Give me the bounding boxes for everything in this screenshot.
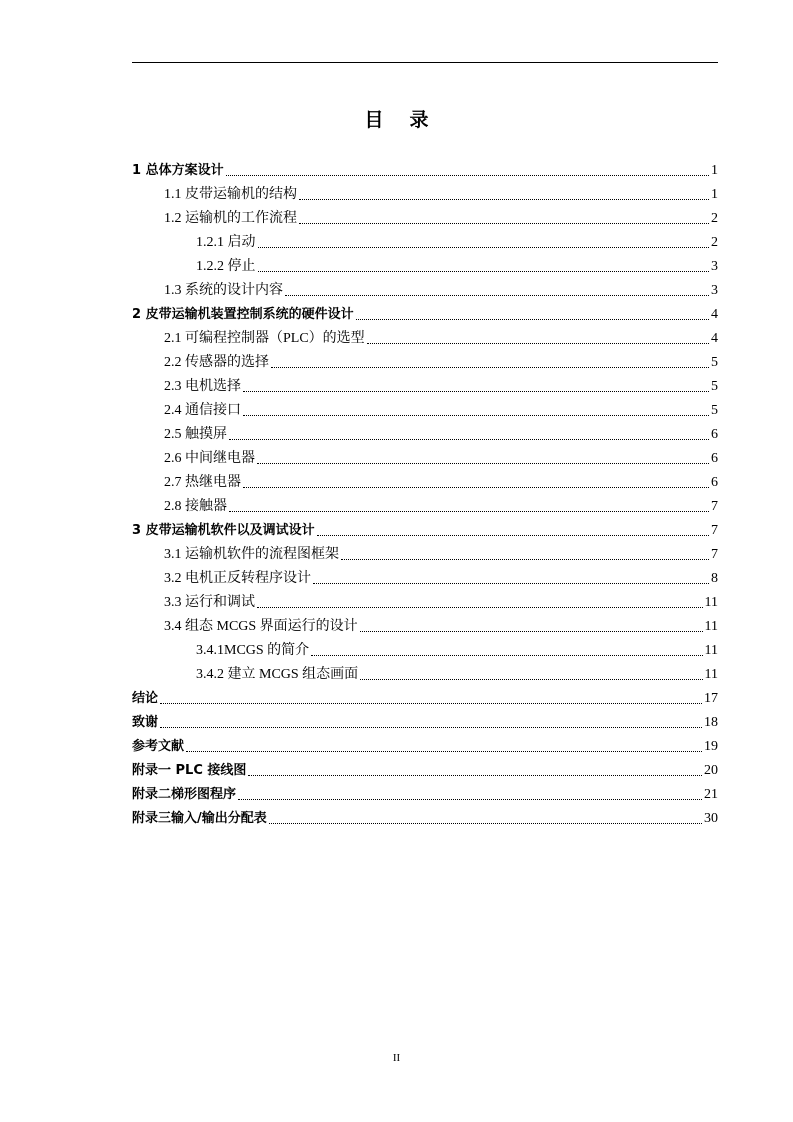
toc-dot-leader	[299, 199, 709, 200]
toc-entry-title: 3.3 运行和调试	[164, 595, 255, 610]
toc-entry-title: 附录二梯形图程序	[132, 787, 237, 802]
toc-dot-leader	[356, 319, 709, 320]
toc-entry-title: 2.5 触摸屏	[164, 427, 227, 442]
toc-dot-leader	[311, 655, 702, 656]
toc-entry-page: 2	[711, 235, 718, 250]
toc-dot-leader	[229, 439, 709, 440]
toc-entry[interactable]	[132, 565, 718, 589]
toc-entry-page: 18	[704, 715, 718, 730]
toc-entry-page: 3	[711, 259, 718, 274]
toc-entry-page: 6	[711, 475, 718, 490]
toc-entry-title: 3.1 运输机软件的流程图框架	[164, 547, 339, 562]
toc-entry-title: 2.7 热继电器	[164, 475, 241, 490]
toc-entry[interactable]	[132, 589, 718, 613]
toc-entry[interactable]	[132, 685, 718, 709]
toc-entry-page: 5	[711, 355, 718, 370]
toc-entry-title: 1.2.2 停止	[196, 259, 256, 274]
toc-entry-title: 致谢	[132, 715, 159, 730]
toc-entry-page: 11	[704, 667, 718, 682]
toc-entry-title: 2.4 通信接口	[164, 403, 241, 418]
toc-entry[interactable]	[132, 661, 718, 685]
toc-dot-leader	[243, 415, 709, 416]
toc-dot-leader	[299, 223, 709, 224]
toc-entry-title: 附录三输入/输出分配表	[132, 811, 267, 826]
toc-entry-page: 20	[704, 763, 718, 778]
toc-entry[interactable]	[132, 301, 718, 325]
toc-entry[interactable]	[132, 517, 718, 541]
toc-entry-title: 3.4.2 建立 MCGS 组态画面	[196, 667, 359, 682]
toc-dot-leader	[160, 727, 702, 728]
toc-entry[interactable]	[132, 469, 718, 493]
toc-entry-title: 1.1 皮带运输机的结构	[164, 187, 297, 202]
toc-entry-page: 3	[711, 283, 718, 298]
toc-entry-page: 21	[704, 787, 718, 802]
toc-entry-title: 2.3 电机选择	[164, 379, 241, 394]
toc-dot-leader	[186, 751, 702, 752]
toc-dot-leader	[160, 703, 702, 704]
toc-entry-page: 30	[704, 811, 718, 826]
toc-entry[interactable]	[132, 229, 718, 253]
toc-entry[interactable]	[132, 253, 718, 277]
toc-entry[interactable]	[132, 637, 718, 661]
toc-entry[interactable]	[132, 397, 718, 421]
toc-dot-leader	[269, 823, 702, 824]
toc-entry[interactable]	[132, 421, 718, 445]
toc-entry-title: 2.2 传感器的选择	[164, 355, 269, 370]
toc-entry[interactable]	[132, 709, 718, 733]
toc-entry[interactable]	[132, 157, 718, 181]
toc-entry[interactable]	[132, 445, 718, 469]
toc-dot-leader	[248, 775, 702, 776]
toc-entry-page: 11	[704, 595, 718, 610]
toc-entry-page: 17	[704, 691, 718, 706]
toc-entry-page: 11	[704, 643, 718, 658]
toc-entry-page: 5	[711, 379, 718, 394]
toc-entry-title: 参考文献	[132, 739, 185, 754]
toc-entry-title: 3.4.1MCGS 的简介	[196, 643, 310, 658]
toc-dot-leader	[271, 367, 709, 368]
toc-entry-title: 2.8 接触器	[164, 499, 227, 514]
toc-entry-page: 6	[711, 427, 718, 442]
toc-dot-leader	[243, 391, 709, 392]
toc-entry[interactable]	[132, 541, 718, 565]
toc-entry[interactable]	[132, 181, 718, 205]
toc-dot-leader	[360, 631, 703, 632]
toc-dot-leader	[243, 487, 709, 488]
toc-entry[interactable]	[132, 733, 718, 757]
toc-entry-page: 11	[704, 619, 718, 634]
toc-entry[interactable]	[132, 493, 718, 517]
toc-entry[interactable]	[132, 805, 718, 829]
toc-dot-leader	[226, 175, 709, 176]
toc-entry[interactable]	[132, 205, 718, 229]
toc-dot-leader	[367, 343, 709, 344]
toc-entry[interactable]	[132, 349, 718, 373]
toc-entry-page: 5	[711, 403, 718, 418]
toc-dot-leader	[258, 271, 710, 272]
toc-entry-title: 1.3 系统的设计内容	[164, 283, 283, 298]
page-number: II	[392, 1052, 401, 1064]
toc-entry[interactable]	[132, 277, 718, 301]
toc-entry-page: 4	[711, 331, 718, 346]
toc-dot-leader	[341, 559, 709, 560]
toc-dot-leader	[317, 535, 709, 536]
header-rule	[132, 62, 718, 63]
toc-dot-leader	[258, 247, 710, 248]
toc-dot-leader	[238, 799, 702, 800]
toc-dot-leader	[229, 511, 709, 512]
toc-entry-page: 1	[711, 187, 718, 202]
toc-entry-title: 结论	[132, 691, 159, 706]
toc-dot-leader	[313, 583, 709, 584]
toc-entry-page: 7	[711, 523, 718, 538]
toc-entry-page: 7	[711, 499, 718, 514]
toc-entry-title: 1 总体方案设计	[132, 163, 224, 178]
toc-dot-leader	[360, 679, 702, 680]
toc-dot-leader	[257, 607, 703, 608]
toc-entry-title: 3.4 组态 MCGS 界面运行的设计	[164, 619, 358, 634]
toc-dot-leader	[285, 295, 709, 296]
page-title: 目录	[364, 109, 455, 131]
toc-entry-page: 7	[711, 547, 718, 562]
toc-entry[interactable]	[132, 781, 718, 805]
toc-entry[interactable]	[132, 613, 718, 637]
toc-entry-title: 1.2.1 启动	[196, 235, 256, 250]
toc-entry-title: 2 皮带运输机装置控制系统的硬件设计	[132, 307, 354, 322]
toc-entry-page: 8	[711, 571, 718, 586]
toc-entry-title: 2.1 可编程控制器（PLC）的选型	[164, 331, 365, 346]
toc-entry-page: 6	[711, 451, 718, 466]
toc-entry[interactable]	[132, 757, 718, 781]
toc-dot-leader	[257, 463, 709, 464]
toc-entry-page: 1	[711, 163, 718, 178]
toc-entry-title: 3 皮带运输机软件以及调试设计	[132, 523, 315, 538]
toc-entry-title: 附录一 PLC 接线图	[132, 763, 247, 778]
toc-entry-page: 2	[711, 211, 718, 226]
toc-entry-page: 19	[704, 739, 718, 754]
toc-entry[interactable]	[132, 325, 718, 349]
toc-entry-title: 2.6 中间继电器	[164, 451, 255, 466]
toc-entry-page: 4	[711, 307, 718, 322]
toc-entry-title: 1.2 运输机的工作流程	[164, 211, 297, 226]
toc-entry[interactable]	[132, 373, 718, 397]
toc-entry-title: 3.2 电机正反转程序设计	[164, 571, 311, 586]
table-of-contents	[132, 157, 718, 829]
